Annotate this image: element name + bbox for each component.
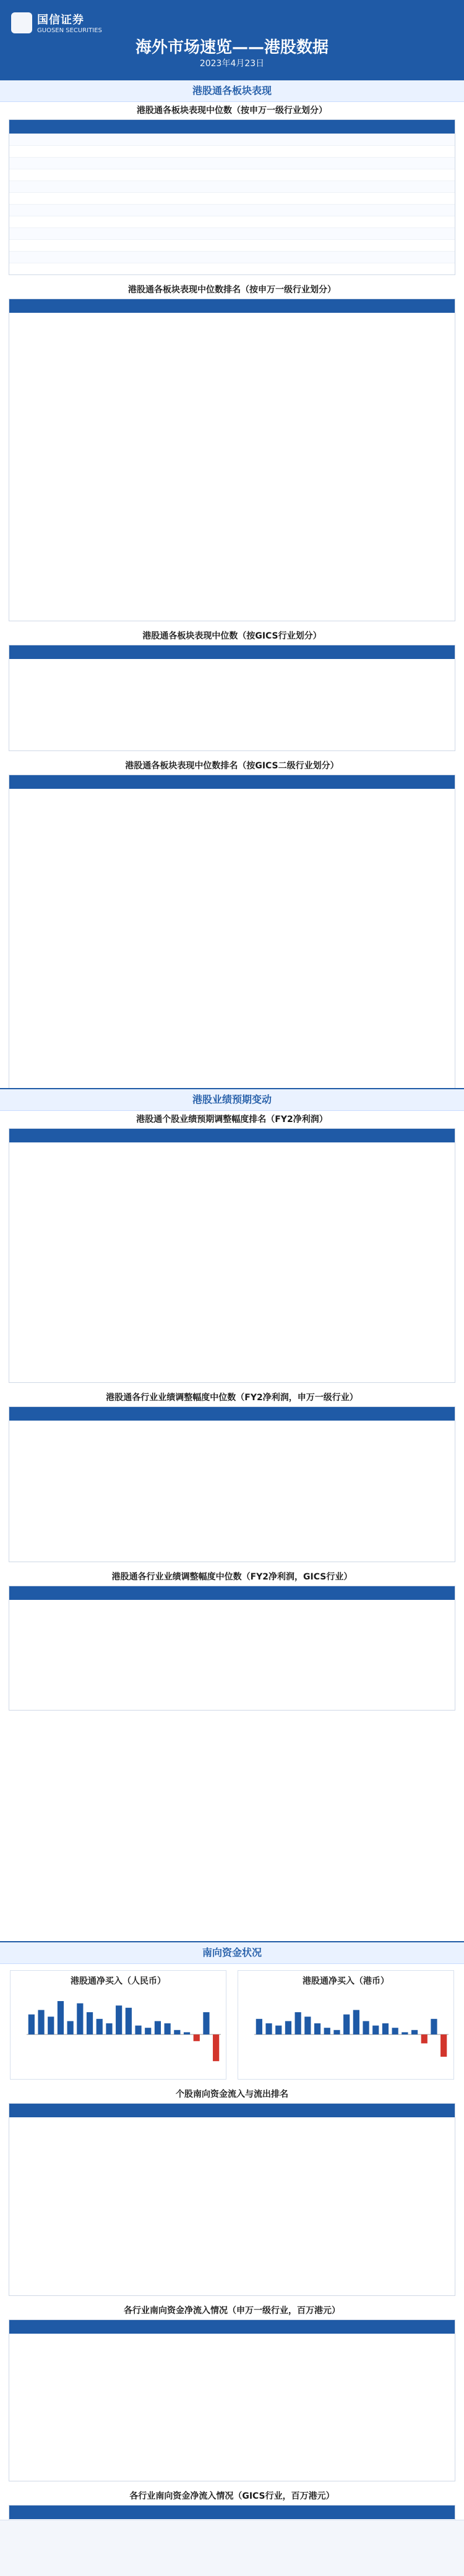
subsection-title: 港股通各行业业绩调整幅度中位数（FY2净利润，申万一级行业）: [106, 1393, 358, 1403]
bar: [402, 2032, 408, 2034]
table-header: [9, 2506, 455, 2519]
chart-hkd: [238, 1970, 454, 2080]
table-gics-median: [9, 645, 455, 751]
table-header: [9, 2104, 455, 2117]
table-header: [9, 1586, 455, 1600]
bar: [165, 2023, 171, 2034]
bar: [353, 2010, 359, 2034]
section-sector-performance: [0, 79, 464, 1091]
logo-mark-icon: [11, 12, 32, 33]
chart-title: 港股通净买入（人民币）: [71, 1976, 166, 1986]
table-row: [9, 263, 455, 274]
table-southbound-stocks: [9, 2103, 455, 2296]
bar: [285, 2021, 291, 2034]
table-header: [9, 120, 455, 134]
subsection-title: 港股通各板块表现中位数排名（按申万一级行业划分）: [128, 285, 336, 295]
table-gics-rank: [9, 775, 455, 1091]
bar: [155, 2021, 161, 2034]
table-row: [9, 239, 455, 251]
subsection-title: 港股通个股业绩预期调整幅度排名（FY2净利润）: [136, 1115, 328, 1124]
table-row: [9, 157, 455, 169]
table-row: [9, 216, 455, 227]
bar: [213, 2034, 219, 2061]
footer: [0, 2520, 464, 2576]
brand-name: 国信证券: [37, 14, 84, 27]
bar: [304, 2017, 311, 2034]
table-southbound-sw: [9, 2319, 455, 2481]
bar: [203, 2012, 209, 2034]
table-header: [9, 645, 455, 659]
bar: [174, 2030, 180, 2034]
table-row: [9, 145, 455, 157]
bar: [333, 2030, 340, 2034]
bar: [372, 2026, 379, 2034]
table-header: [9, 1129, 455, 1142]
bar: [421, 2034, 427, 2043]
table-row: [9, 169, 455, 181]
table-header: [9, 2320, 455, 2334]
bar: [256, 2019, 262, 2034]
bar: [38, 2010, 44, 2034]
report-title: 海外市场速览——港股数据: [135, 38, 329, 57]
bar: [67, 2021, 74, 2034]
table-row: [9, 181, 455, 192]
section-title: 南向资金状况: [0, 1941, 464, 1964]
bar: [431, 2019, 437, 2034]
section-earnings-revisions: [0, 1088, 464, 1711]
bar: [343, 2015, 350, 2034]
bar: [314, 2023, 320, 2034]
section-southbound: [0, 1941, 464, 2576]
bar: [58, 2001, 64, 2034]
bar: [382, 2023, 389, 2034]
brand-name-en: GUOSEN SECURITIES: [37, 27, 102, 34]
subsection-title: 港股通各板块表现中位数（按GICS行业划分）: [142, 631, 322, 641]
bar: [324, 2028, 330, 2034]
report-date: 2023年4月23日: [199, 59, 265, 69]
table-header: [9, 1407, 455, 1421]
bar: [126, 2008, 132, 2034]
brand-logo: [11, 11, 102, 34]
subsection-title: 各行业南向资金净流入情况（申万一级行业，百万港元）: [124, 2306, 340, 2316]
bar: [275, 2026, 281, 2034]
bar: [28, 2015, 35, 2034]
bar: [145, 2028, 151, 2034]
subsection-title: 港股通各板块表现中位数排名（按GICS二级行业划分）: [125, 761, 339, 771]
section-title: 港股业绩预期变动: [0, 1088, 464, 1111]
table-sw-median: [9, 119, 455, 275]
bar: [411, 2030, 418, 2034]
subsection-title: 各行业南向资金净流入情况（GICS行业，百万港元）: [129, 2491, 335, 2501]
bar: [265, 2023, 272, 2034]
bar: [392, 2028, 398, 2034]
table-header: [9, 299, 455, 313]
bar: [295, 2012, 301, 2034]
chart-title: 港股通净买入（港币）: [303, 1976, 389, 1986]
subsection-title: 港股通各板块表现中位数（按申万一级行业划分）: [137, 106, 327, 116]
table-row: [9, 134, 455, 145]
subsection-title: 港股通各行业业绩调整幅度中位数（FY2净利润，GICS行业）: [111, 1572, 353, 1582]
bar: [77, 2004, 83, 2034]
table-row: [9, 227, 455, 239]
table-row: [9, 192, 455, 204]
bar: [135, 2026, 141, 2034]
chart-rmb-svg: [11, 1989, 226, 2079]
southbound-charts: [0, 1970, 464, 2080]
bar: [363, 2021, 369, 2034]
table-row: [9, 251, 455, 263]
bar: [87, 2012, 93, 2034]
table-eps-rank: [9, 1128, 455, 1383]
section-title: 港股通各板块表现: [0, 79, 464, 102]
subsection-title: 个股南向资金流入与流出排名: [176, 2089, 288, 2099]
chart-rmb: [10, 1970, 226, 2080]
chart-hkd-svg: [238, 1989, 453, 2079]
table-header: [9, 775, 455, 789]
bar: [116, 2005, 122, 2034]
header: [0, 0, 464, 79]
table-sw-rank: [9, 299, 455, 621]
bar: [194, 2034, 200, 2041]
bar: [106, 2023, 112, 2034]
bar: [48, 2017, 54, 2034]
table-sw-revisions: [9, 1406, 455, 1562]
table-row: [9, 204, 455, 216]
bar: [184, 2032, 190, 2034]
bar: [440, 2034, 447, 2057]
bar: [97, 2019, 103, 2034]
table-gics-revisions: [9, 1586, 455, 1711]
